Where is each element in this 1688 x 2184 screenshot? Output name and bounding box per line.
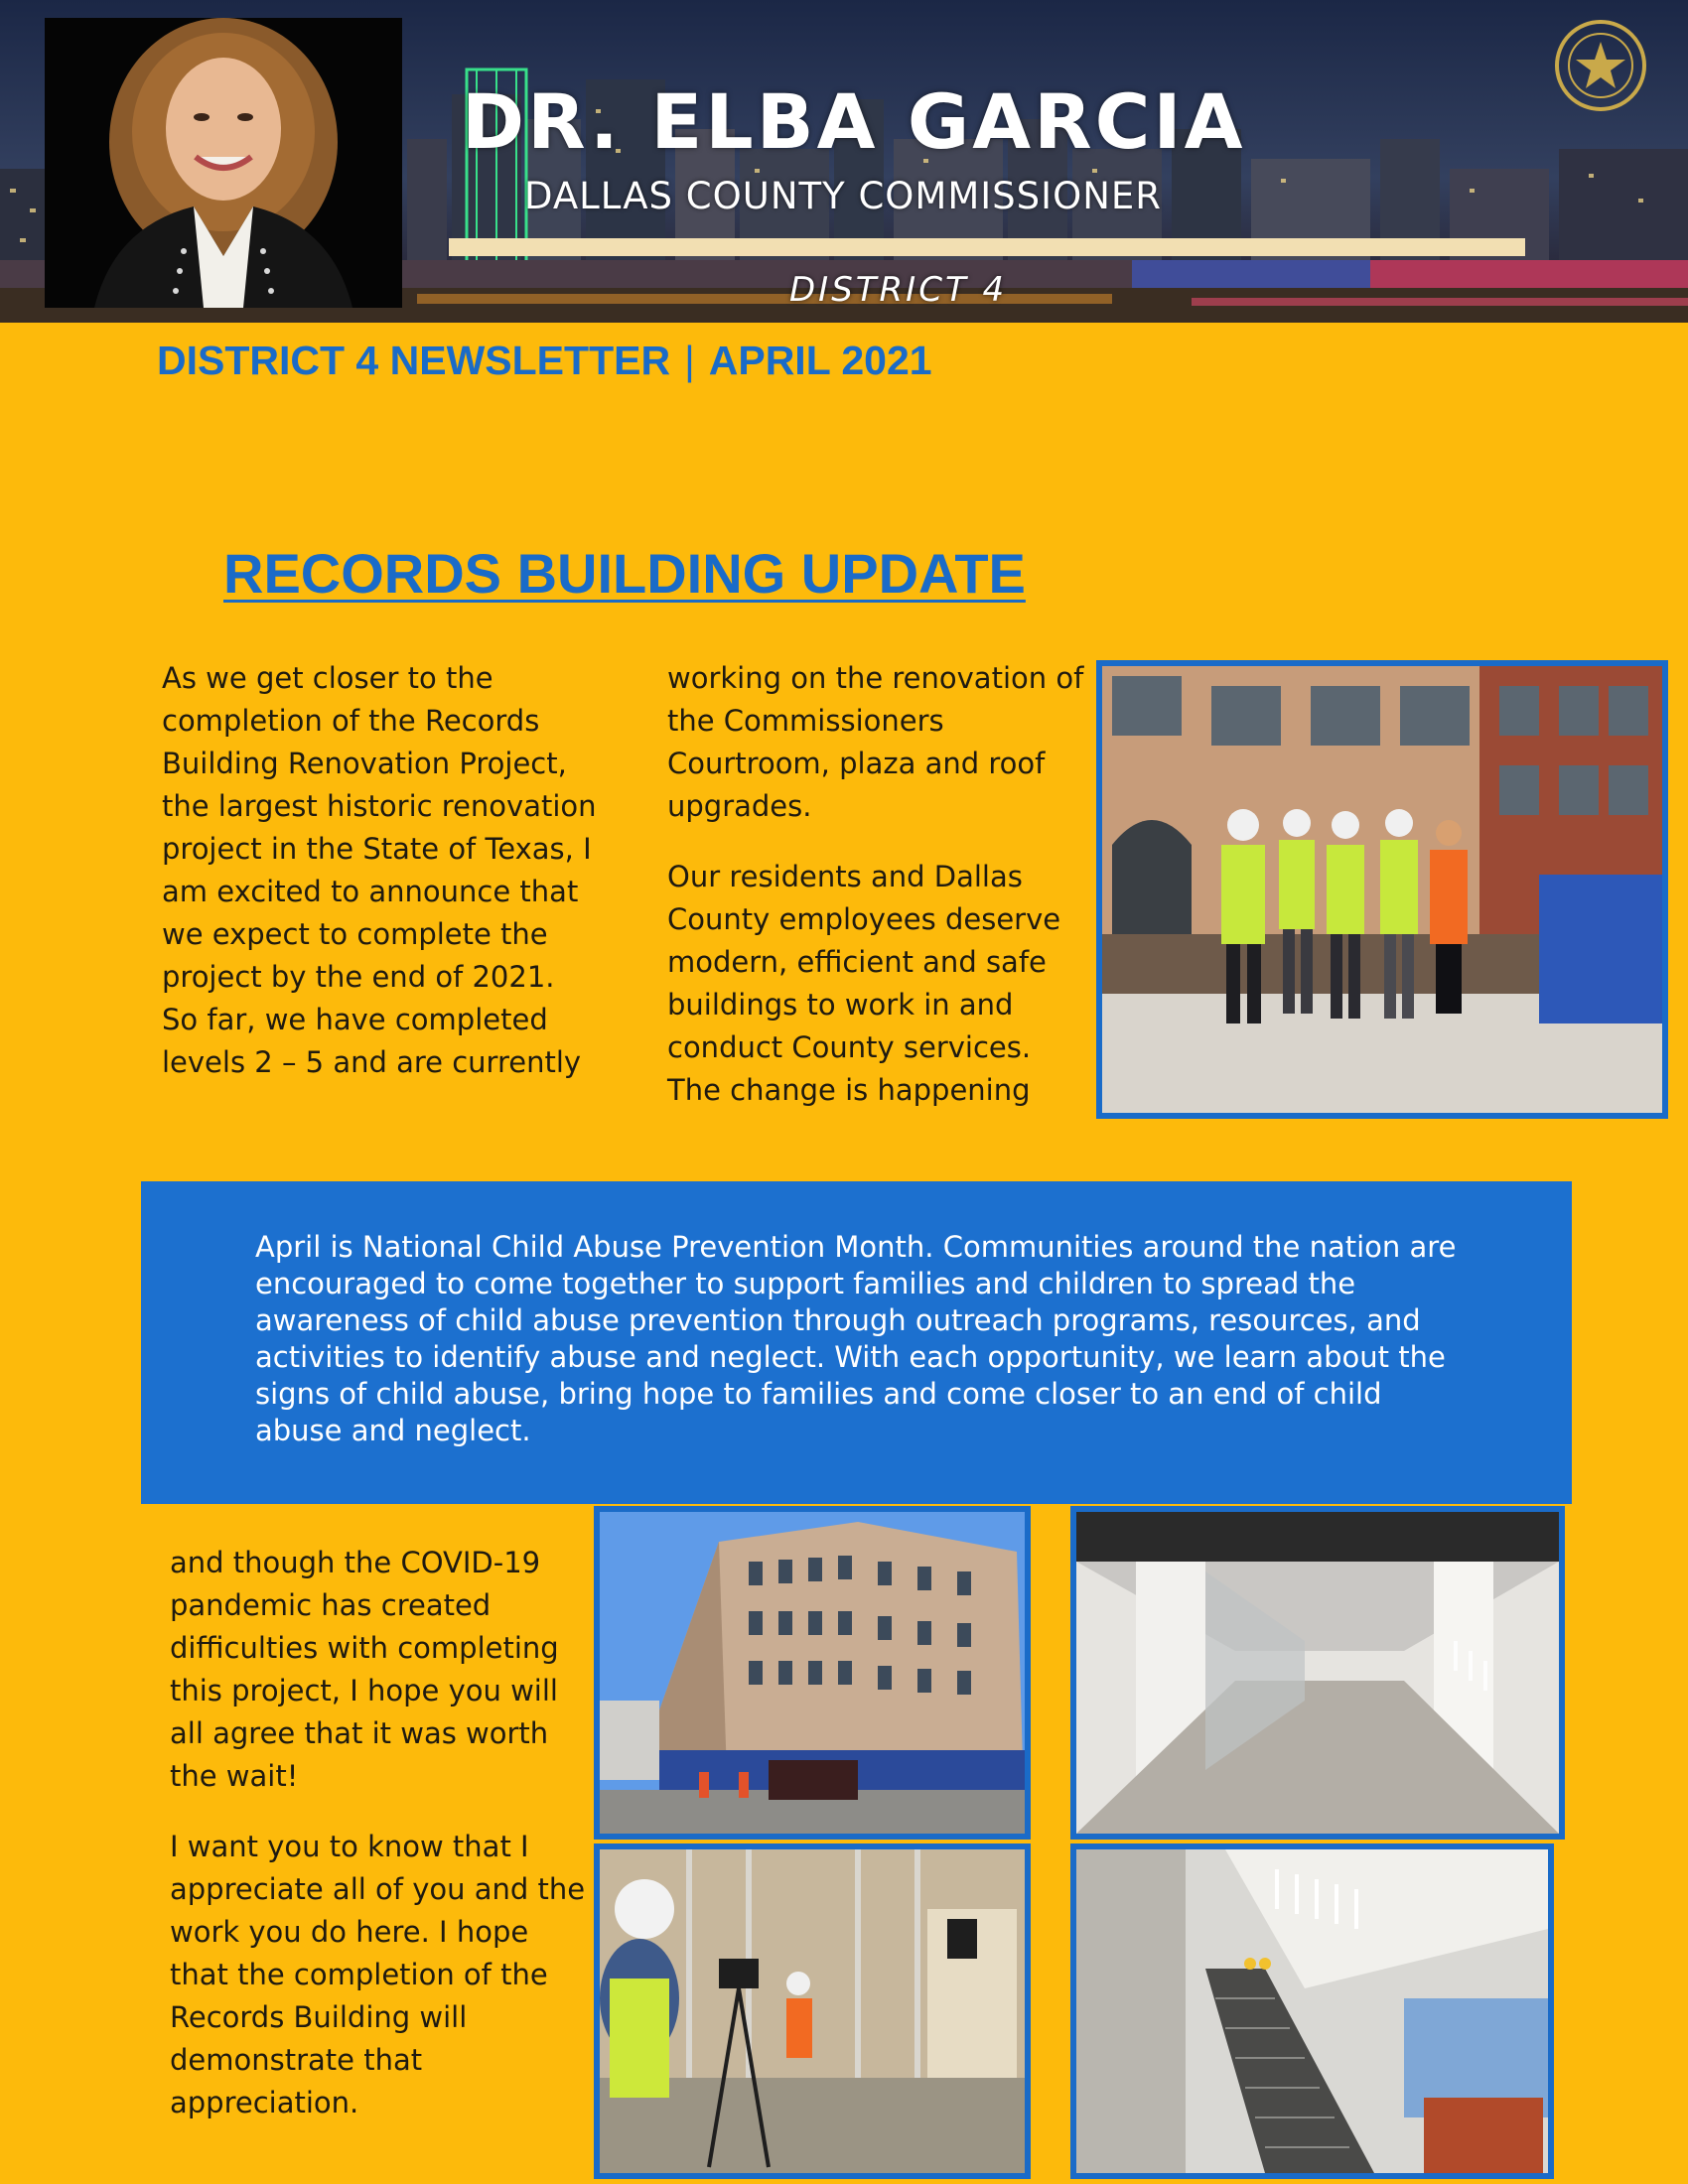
newsletter-separator: | <box>684 338 695 383</box>
article-column-3 <box>170 1542 587 2124</box>
commissioner-portrait <box>45 18 402 308</box>
article-paragraph: Our residents and Dallas County employees deserve modern, efficient and safe buildings to work in and conduct County services. The change is happening <box>667 860 1061 1107</box>
commissioner-title: DALLAS COUNTY COMMISSIONER <box>524 175 1162 217</box>
callout-text: April is National Child Abuse Prevention Month. Communities around the nation are encouraged to come together to support families and children to spread the awareness of child abuse prevention through outreach programs, resources, and activities to identify abuse and neglect. With each opportunity, we learn about the signs of child abuse, bring hope to families and come closer to an end of child abuse and neglect. <box>255 1230 1457 1447</box>
escalator-interior-photo <box>1070 1843 1554 2179</box>
commissioner-name: DR. ELBA GARCIA <box>462 77 1246 166</box>
child-abuse-prevention-callout <box>141 1181 1572 1504</box>
county-seal-logo <box>1537 18 1664 113</box>
site-visit-team-photo <box>1096 660 1668 1119</box>
article-column-2 <box>667 657 1084 1112</box>
header-banner <box>0 0 1688 323</box>
filming-interior-photo <box>594 1843 1031 2179</box>
section-heading: RECORDS BUILDING UPDATE <box>223 542 1026 605</box>
renovated-hallway-photo <box>1070 1506 1565 1840</box>
newsletter-date: APRIL 2021 <box>708 338 932 383</box>
article-paragraph: working on the renovation of the Commissioners Courtroom, plaza and roof upgrades. <box>667 661 1084 823</box>
newsletter-issue-line <box>157 338 932 384</box>
banner-divider-bar <box>449 238 1525 256</box>
records-building-exterior-photo <box>594 1506 1031 1840</box>
article-paragraph: I want you to know that I appreciate all of you and the work you do here. I hope that the completion of the Records Building will demonstrate that appreciation. <box>170 1830 586 2119</box>
banner-district-label: DISTRICT 4 <box>789 270 1008 310</box>
article-column-1 <box>162 657 599 1084</box>
article-paragraph: As we get closer to the completion of the Records Building Renovation Project, the largest historic renovation project in the State of Texas, I am excited to announce that we expect to complete the project by the end of 2021. So far, we have completed levels 2 – 5 and are currently <box>162 661 597 1079</box>
article-paragraph: and though the COVID-19 pandemic has created difficulties with completing this project, I hope you will all agree that it was worth the wait! <box>170 1546 559 1793</box>
newsletter-label: DISTRICT 4 NEWSLETTER <box>157 338 671 383</box>
